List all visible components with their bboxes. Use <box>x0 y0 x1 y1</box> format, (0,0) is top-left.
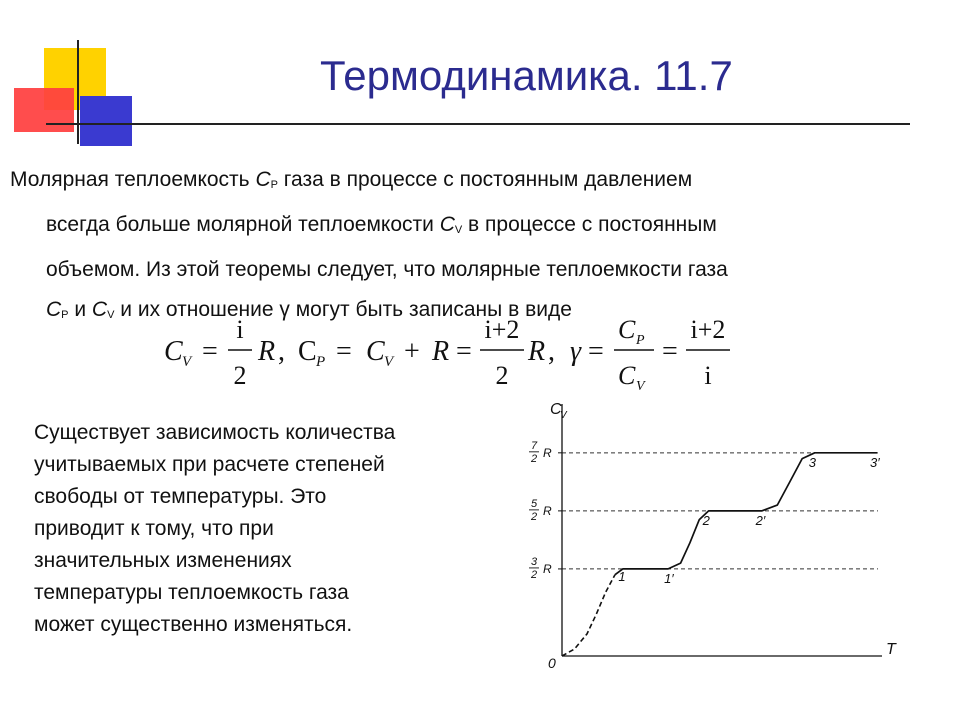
y-tick-denominator: 2 <box>530 568 538 581</box>
side-text-line: может существенно изменяться. <box>34 613 353 636</box>
y-tick-numerator: 5 <box>530 497 538 510</box>
x-axis-label: T <box>886 641 896 658</box>
paragraph-text: и их отношение γ могут быть записаны в виде <box>114 298 572 321</box>
chart-ticks <box>529 440 562 581</box>
symbol-sub-p: P <box>270 179 278 191</box>
y-axis-label: C <box>550 401 562 418</box>
formula-plus: + <box>404 336 420 367</box>
symbol-c: C <box>439 213 455 236</box>
y-tick-unit: R <box>543 561 552 576</box>
formula-eq-2: = <box>336 336 352 367</box>
paragraph-line-1 <box>10 160 930 205</box>
paragraph-line-3 <box>10 250 930 290</box>
formula-cv: C <box>164 336 183 367</box>
chart-axes <box>562 404 882 656</box>
formula-comma-2: , <box>548 336 555 367</box>
formula-gamma: γ <box>570 336 582 367</box>
formula-eq-3: = <box>456 336 472 367</box>
curve-dashed-segment <box>562 575 615 656</box>
title-divider <box>46 123 910 125</box>
deco-red-square <box>14 88 74 132</box>
cv-temperature-chart <box>510 394 920 684</box>
frac4-numerator: i+2 <box>690 316 726 344</box>
frac1-numerator: i <box>236 316 244 344</box>
curve-point-label: 3 <box>808 454 816 470</box>
y-tick-denominator: 2 <box>530 510 538 523</box>
symbol-c: C <box>46 298 62 321</box>
paragraph-text: и <box>68 298 92 321</box>
formula-cv-sub-2: V <box>384 354 394 370</box>
symbol-sub-v: V <box>454 224 463 236</box>
deco-blue-square <box>80 96 132 146</box>
paragraph-text: всегда больше молярной теплоемкости <box>46 213 440 236</box>
symbol-sub-p: P <box>61 309 69 321</box>
frac2-numerator: i+2 <box>484 316 520 344</box>
side-text-line: значительных изменениях <box>34 549 292 572</box>
curve-solid-segment <box>615 453 877 575</box>
slide-title: Термодинамика. 11.7 <box>320 52 733 99</box>
formula-eq-1: = <box>202 336 218 367</box>
formula-eq-4: = <box>588 336 604 367</box>
y-axis-label-sub: V <box>560 410 567 421</box>
side-text-line: Существует зависимость количества <box>34 421 396 444</box>
curve-point-label: 1′ <box>664 570 674 586</box>
frac1-denominator: 2 <box>233 361 247 390</box>
formula-eq-5: = <box>662 336 678 367</box>
curve-point-label: 3′ <box>870 454 880 470</box>
y-tick-denominator: 2 <box>530 452 538 465</box>
curve-point-label: 2 <box>702 512 710 528</box>
deco-vertical-line <box>77 40 79 144</box>
y-tick-unit: R <box>543 445 552 460</box>
y-tick-unit: R <box>543 503 552 518</box>
side-text-block <box>34 417 489 641</box>
y-tick-numerator: 3 <box>530 555 538 568</box>
frac3-den-sub: V <box>636 379 645 394</box>
heat-capacity-formula <box>160 316 760 396</box>
frac3-num-c: C <box>618 316 636 344</box>
formula-r-3: R <box>528 336 546 367</box>
paragraph-text: газа в процессе с постоянным давлением <box>277 168 693 191</box>
formula-r-1: R <box>258 336 276 367</box>
chart-curve <box>562 453 877 656</box>
symbol-c: C <box>255 168 271 191</box>
formula-cp-sub: P <box>316 354 326 370</box>
formula-comma-1: , <box>278 336 285 367</box>
side-text-line: температуры теплоемкость газа <box>34 581 349 604</box>
formula-cv-2: C <box>366 336 385 367</box>
y-tick-numerator: 7 <box>530 439 538 452</box>
main-paragraph <box>10 160 930 335</box>
paragraph-text: Молярная теплоемкость <box>10 168 256 191</box>
paragraph-text: объемом. Из этой теоремы следует, что молярные теплоемкости газа <box>46 258 728 281</box>
symbol-sub-v: V <box>107 309 115 321</box>
side-text-line: свободы от температуры. Это <box>34 485 327 508</box>
frac2-denominator: 2 <box>495 361 509 390</box>
formula-r-2: R <box>432 336 450 367</box>
formula-cv-sub: V <box>182 354 192 370</box>
origin-label: 0 <box>548 655 556 671</box>
symbol-c: C <box>91 298 108 321</box>
curve-point-label: 2′ <box>755 512 766 528</box>
curve-point-label: 1 <box>618 568 626 584</box>
frac4-denominator: i <box>704 361 712 390</box>
chart-markers <box>618 455 880 586</box>
frac3-den-c: C <box>618 361 636 390</box>
paragraph-text: в процессе с постоянным <box>462 213 717 236</box>
paragraph-line-2 <box>10 205 930 250</box>
side-text-line: приводит к тому, что при <box>34 517 274 540</box>
side-text-line: учитываемых при расчете степеней <box>34 453 385 476</box>
formula-cp: C <box>298 336 317 367</box>
frac3-num-sub: P <box>636 333 645 348</box>
